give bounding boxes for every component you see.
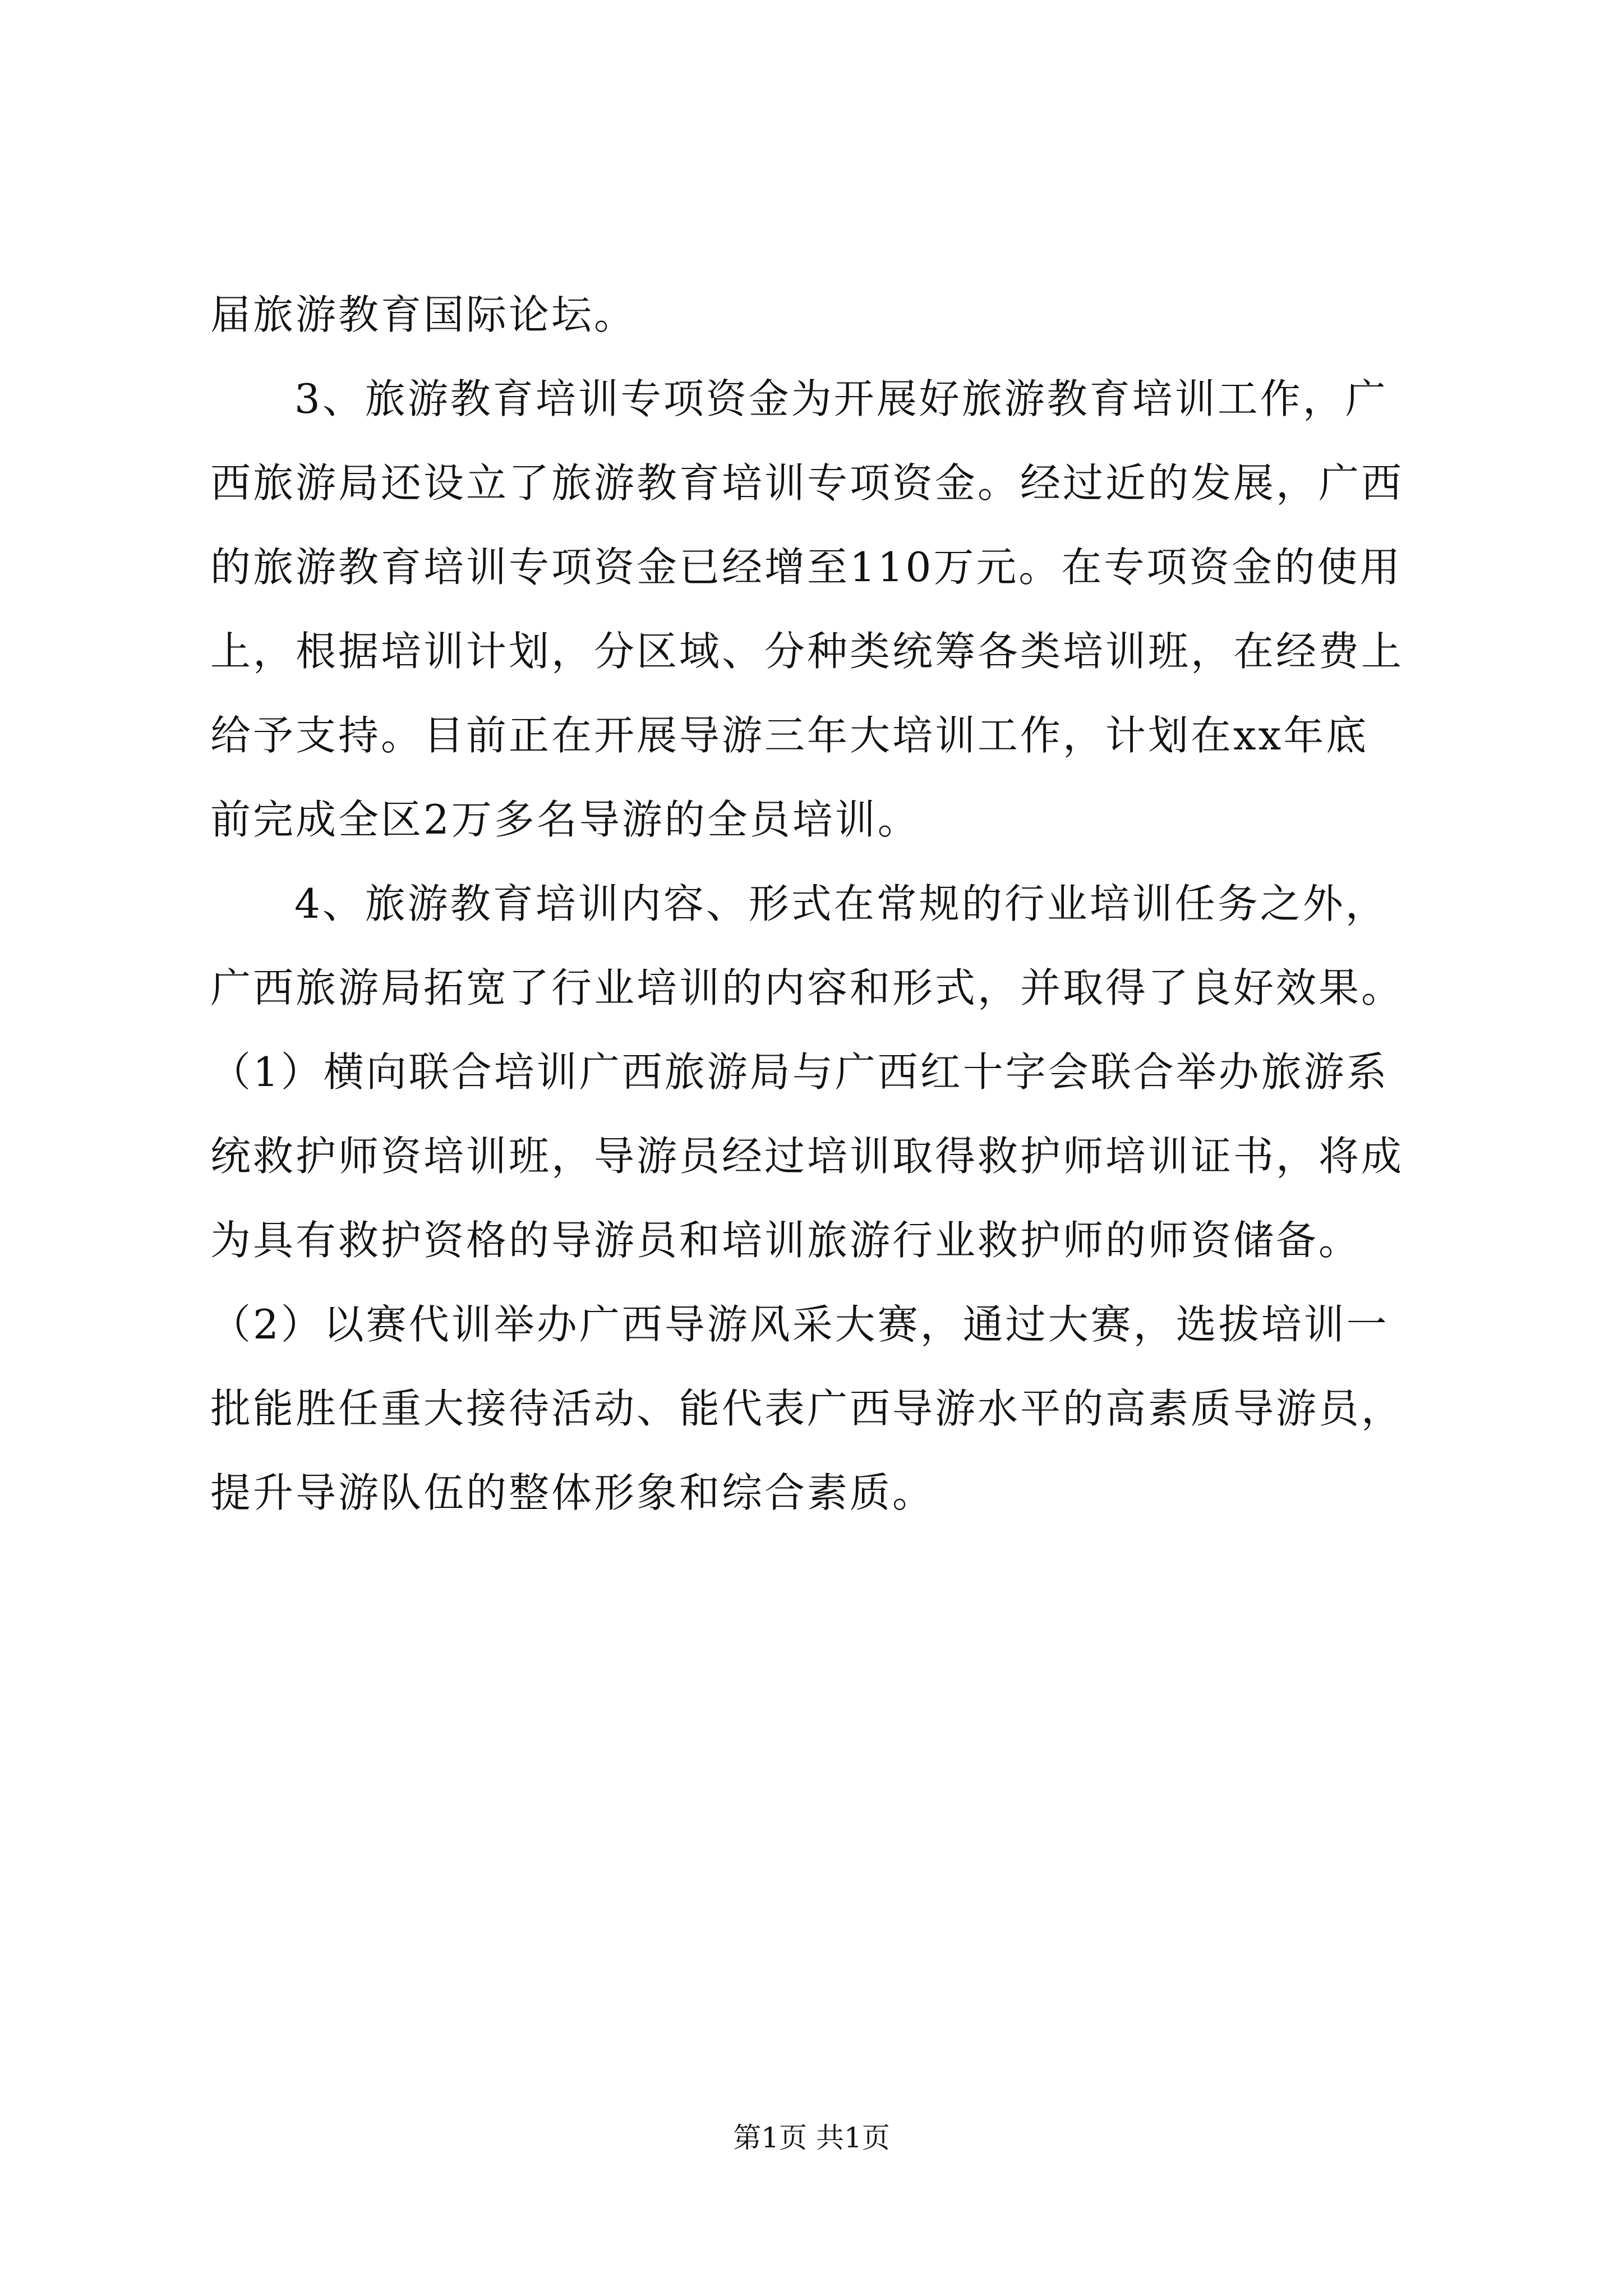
text-line: 4、旅游教育培训内容、形式在常规的行业培训任务之外， <box>294 880 1388 927</box>
text-line: 上，根据培训计划，分区域、分种类统筹各类培训班，在经费上 <box>210 628 1404 675</box>
text-line: （2）以赛代训举办广西导游风采大赛，通过大赛，选拔培训一 <box>210 1301 1389 1348</box>
text-line: 3、旅游教育培训专项资金为开展好旅游教育培训工作，广 <box>294 375 1388 422</box>
text-line: 统救护师资培训班，导游员经过培训取得救护师培训证书，将成 <box>210 1133 1404 1180</box>
text-line: 批能胜任重大接待活动、能代表广西导游水平的高素质导游员， <box>210 1385 1404 1432</box>
body-text <box>210 273 1422 1535</box>
text-line: 给予支持。目前正在开展导游三年大培训工作，计划在xx年底 <box>210 712 1369 759</box>
text-line: 的旅游教育培训专项资金已经增至110万元。在专项资金的使用 <box>210 544 1403 591</box>
text-line: 前完成全区2万多名导游的全员培训。 <box>210 796 920 843</box>
text-line: 届旅游教育国际论坛。 <box>210 291 637 338</box>
text-line: 西旅游局还设立了旅游教育培训专项资金。经过近的发展，广西 <box>210 459 1404 507</box>
page-footer: 第1页 共1页 <box>733 2122 890 2154</box>
text-line: （1）横向联合培训广西旅游局与广西红十字会联合举办旅游系 <box>210 1048 1389 1096</box>
text-line: 为具有救护资格的导游员和培训旅游行业救护师的师资储备。 <box>210 1217 1362 1264</box>
text-line: 广西旅游局拓宽了行业培训的内容和形式，并取得了良好效果。 <box>210 964 1404 1011</box>
text-line: 提升导游队伍的整体形象和综合素质。 <box>210 1469 935 1516</box>
